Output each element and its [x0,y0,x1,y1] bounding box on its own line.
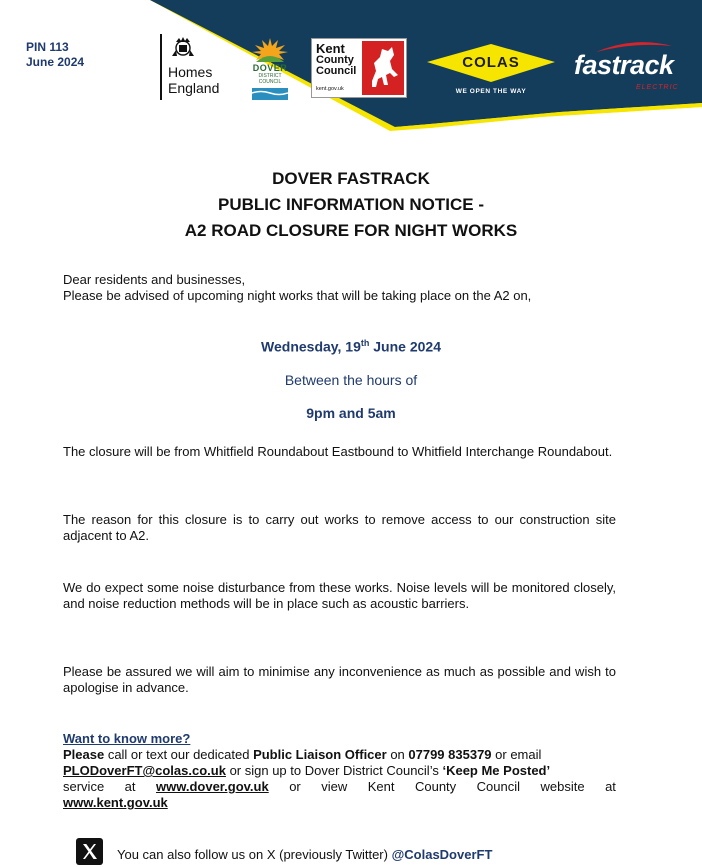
notice-title [0,166,702,244]
white-horse-icon [362,41,404,95]
works-hours: 9pm and 5am [306,405,396,421]
intro-text: Please be advised of upcoming night works that will be taking place on the A2 on, [63,288,532,303]
dover-website-link[interactable]: www.dover.gov.uk [156,779,269,794]
colas-logo [425,42,557,100]
colas-tagline: WE OPEN THE WAY [455,88,527,95]
dover-name: DOVER [252,63,288,73]
kent-red-panel [362,41,404,95]
contact-text-3: or email [491,747,542,762]
word-service: service [63,779,105,794]
word-at: at [124,779,136,794]
please-word: Please [63,747,105,762]
word-council: Council [476,779,521,794]
contact-line-2 [63,763,616,779]
england-line: England [168,80,220,96]
dover-district-council-logo [250,38,290,100]
word-at-2: at [605,779,616,794]
colas-name: COLAS [462,54,520,71]
date-ordinal: th [360,338,370,348]
date-month-year: June 2024 [369,338,441,355]
contact-heading: Want to know more? [63,731,191,746]
pin-number: PIN 113 [26,40,69,54]
kent-line: Kent [316,41,345,56]
date-day: Wednesday, 19 [261,338,361,355]
contact-line-1 [63,747,616,763]
word-county: County [414,779,457,794]
phone-number[interactable]: 07799 835379 [408,747,492,762]
between-hours-label: Between the hours of [284,372,418,388]
contact-line-3 [63,779,616,795]
pin-reference [26,40,84,70]
homes-england-logo [160,34,238,100]
homes-line: Homes [168,64,213,80]
county-line: County [316,54,354,66]
word-view: view [321,779,348,794]
apology-paragraph: Please be assured we will aim to minimise any inconvenience as much as possible and wish to apologise in advance. [63,664,616,695]
keep-me-posted-label: ‘Keep Me Posted’ [442,763,551,778]
x-logo-icon[interactable] [76,838,103,865]
greeting: Dear residents and businesses, [63,272,246,287]
fastrack-logo [574,40,692,100]
email-link[interactable]: PLODoverFT@colas.co.uk [63,763,226,778]
contact-text-2: on [386,747,409,762]
word-kent: Kent [367,779,395,794]
contact-text-1: call or text our dedicated [104,747,254,762]
contact-text-4: or sign up to Dover District Council’s [225,763,443,778]
council-line: Council [316,65,357,77]
dover-district: DISTRICT [258,73,282,79]
social-text: You can also follow us on X (previously Twitter) [117,847,392,862]
closure-paragraph: The closure will be from Whitfield Roundabout Eastbound to Whitfield Interchange Roundabout. [63,444,613,459]
x-handle-link[interactable]: @ColasDoverFT [391,847,493,862]
logo-divider [160,34,162,100]
noise-paragraph: We do expect some noise disturbance from these works. Noise levels will be monitored closely, and noise reduction methods will be in place such as acoustic barriers. [63,580,616,611]
contact-block [63,731,616,811]
dover-council: COUNCIL [258,78,282,85]
pin-date: June 2024 [26,55,85,69]
fastrack-electric: ELECTRIC [636,84,679,91]
kent-url: kent.gov.uk [316,86,344,92]
word-or: or [289,779,301,794]
title-line-2: PUBLIC INFORMATION NOTICE - [218,195,484,214]
reason-paragraph: The reason for this closure is to carry out works to remove access to our construction site adjacent to A2. [63,512,616,543]
title-line-3: A2 ROAD CLOSURE FOR NIGHT WORKS [184,221,518,240]
x-glyph [76,838,103,865]
kent-website-link[interactable]: www.kent.gov.uk [63,795,168,810]
greeting-block [63,272,616,304]
kent-county-council-logo [311,38,407,98]
sun-icon [252,38,288,64]
fastrack-name: fastrack [574,50,674,80]
title-line-1: DOVER FASTRACK [272,169,430,188]
social-follow-line [117,847,492,863]
word-website: website [540,779,585,794]
works-date [0,338,702,355]
royal-crest-icon [170,36,196,58]
water-icon [252,88,288,100]
liaison-officer-label: Public Liaison Officer [253,747,387,762]
